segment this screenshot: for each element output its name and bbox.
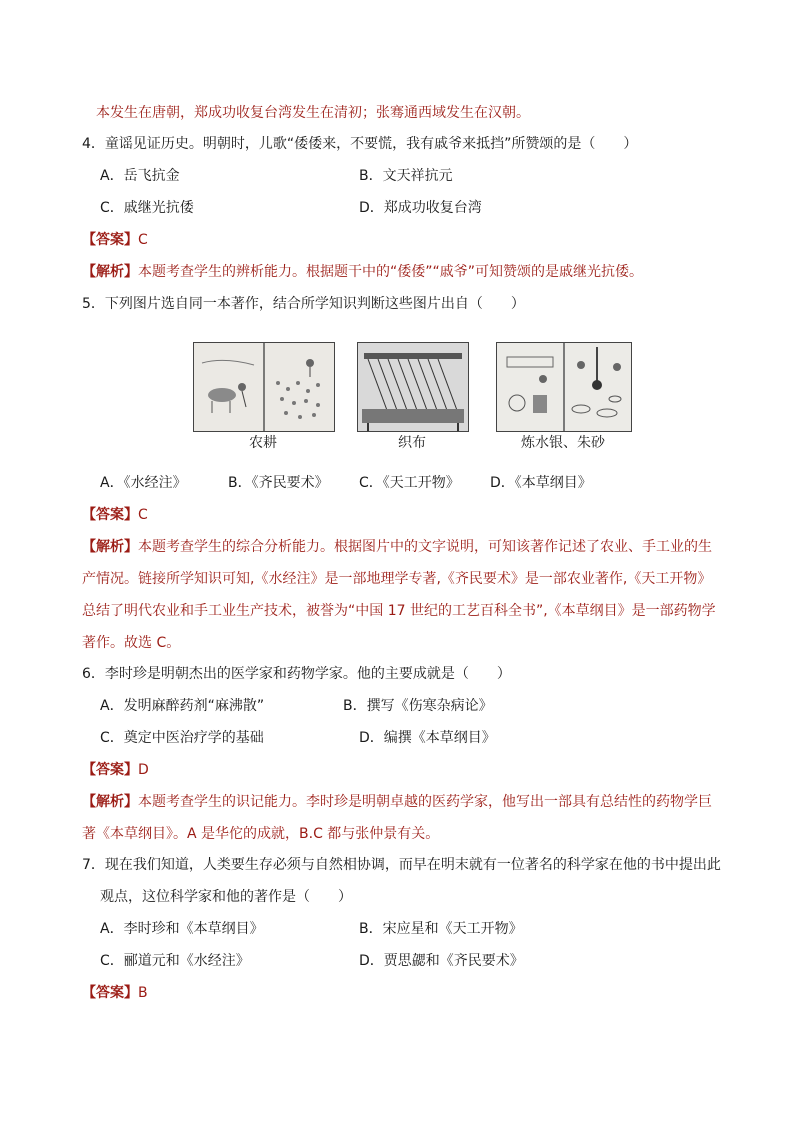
- q5-analysis-line-2: 产情况。链接所学知识可知,《水经注》是一部地理学专著,《齐民要术》是一部农业著作,《天工开物》: [82, 571, 712, 587]
- question-4-stem: 4．童谣见证历史。明朝时，儿歌“倭倭来，不要慌，我有戚爷来抵挡”所赞颂的是（ ）: [82, 136, 638, 152]
- mercury-cinnabar-illustration: [496, 342, 632, 432]
- q7-option-b: B．宋应星和《天工开物》: [359, 921, 523, 937]
- q4-option-a: A．岳飞抗金: [100, 168, 180, 184]
- q6-option-c: C．奠定中医治疗学的基础: [100, 730, 264, 746]
- answer-label: 【答案】: [82, 232, 138, 248]
- q5-option-a: A．《水经注》: [100, 475, 187, 491]
- q5-option-c: C．《天工开物》: [359, 475, 460, 491]
- answer-value: C: [138, 507, 148, 523]
- q6-analysis-line-1: [82, 792, 712, 812]
- farming-illustration: [193, 342, 335, 432]
- q5-figure-group: [193, 338, 633, 453]
- question-7-stem-line-2: 观点，这位科学家和他的著作是（ ）: [100, 889, 352, 905]
- q5-analysis-line-4: 著作。故选 C。: [82, 635, 181, 651]
- caption-weaving: 织布: [398, 435, 426, 451]
- q6-answer: [82, 760, 149, 780]
- q5-option-d: D．《本草纲目》: [490, 475, 592, 491]
- analysis-label: 【解析】: [82, 539, 138, 555]
- answer-value: D: [138, 762, 149, 778]
- q4-analysis: [82, 262, 643, 282]
- q6-analysis-line-2: 著《本草纲目》。A 是华佗的成就，B.C 都与张仲景有关。: [82, 826, 440, 842]
- analysis-text: 本题考查学生的辨析能力。根据题干中的“倭倭”“戚爷”可知赞颂的是戚继光抗倭。: [138, 264, 644, 280]
- caption-mercury-cinnabar: 炼水银、朱砂: [521, 435, 605, 451]
- q4-option-c: C．戚继光抗倭: [100, 200, 194, 216]
- analysis-text: 本题考查学生的识记能力。李时珍是明朝卓越的医药学家，他写出一部具有总结性的药物学巨: [138, 794, 712, 810]
- q5-analysis-line-1: [82, 537, 712, 557]
- q7-option-c: C．郦道元和《水经注》: [100, 953, 250, 969]
- analysis-label: 【解析】: [82, 794, 138, 810]
- answer-value: C: [138, 232, 148, 248]
- question-6-stem: 6．李时珍是明朝杰出的医学家和药物学家。他的主要成就是（ ）: [82, 666, 511, 682]
- q5-answer: [82, 505, 148, 525]
- q6-option-d: D．编撰《本草纲目》: [359, 730, 496, 746]
- weaving-illustration: [357, 342, 469, 432]
- question-5-stem: 5．下列图片选自同一本著作，结合所学知识判断这些图片出自（ ）: [82, 296, 525, 312]
- q4-option-d: D．郑成功收复台湾: [359, 200, 482, 216]
- q7-answer: [82, 983, 148, 1003]
- q6-option-b: B．撰写《伤寒杂病论》: [343, 698, 493, 714]
- answer-label: 【答案】: [82, 985, 138, 1001]
- q6-option-a: A．发明麻醉药剂“麻沸散”: [100, 698, 265, 714]
- q4-answer: [82, 230, 148, 250]
- question-7-stem-line-1: 7．现在我们知道，人类要生存必须与自然相协调，而早在明末就有一位著名的科学家在他的书中提出此: [82, 857, 721, 873]
- analysis-continuation: 本发生在唐朝，郑成功收复台湾发生在清初；张骞通西域发生在汉朝。: [96, 105, 530, 121]
- answer-value: B: [138, 985, 148, 1001]
- caption-farming: 农耕: [249, 435, 277, 451]
- q4-option-b: B．文天祥抗元: [359, 168, 453, 184]
- q7-option-d: D．贾思勰和《齐民要术》: [359, 953, 524, 969]
- q7-option-a: A．李时珍和《本草纲目》: [100, 921, 264, 937]
- q5-analysis-line-3: 总结了明代农业和手工业生产技术，被誉为“中国 17 世纪的工艺百科全书”,《本草纲目》是一部药物学: [82, 603, 716, 619]
- analysis-text: 本题考查学生的综合分析能力。根据图片中的文字说明，可知该著作记述了农业、手工业的生: [138, 539, 712, 555]
- q5-option-b: B．《齐民要术》: [228, 475, 329, 491]
- analysis-label: 【解析】: [82, 264, 138, 280]
- answer-label: 【答案】: [82, 507, 138, 523]
- answer-label: 【答案】: [82, 762, 138, 778]
